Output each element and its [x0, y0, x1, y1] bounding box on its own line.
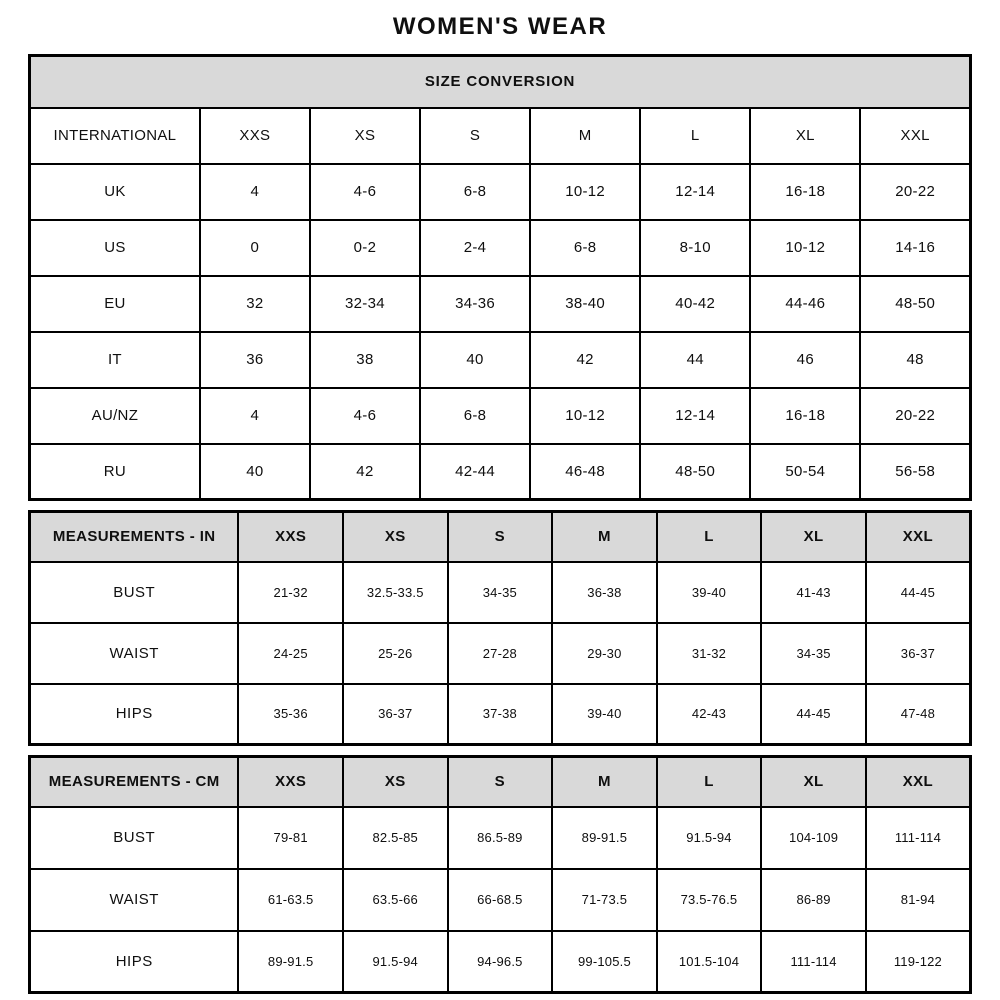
value-cell: 50-54 [750, 444, 860, 500]
column-header: L [657, 757, 762, 807]
value-cell: 12-14 [640, 388, 750, 444]
value-cell: 111-114 [761, 931, 866, 993]
row-label: US [30, 220, 200, 276]
value-cell: 63.5-66 [343, 869, 448, 931]
value-cell: 66-68.5 [448, 869, 553, 931]
row-label: AU/NZ [30, 388, 200, 444]
row-label: BUST [30, 807, 239, 869]
column-header: S [420, 108, 530, 164]
value-cell: 46-48 [530, 444, 640, 500]
value-cell: 24-25 [238, 623, 343, 684]
value-cell: 89-91.5 [552, 807, 657, 869]
column-header: XS [310, 108, 420, 164]
page-title: WOMEN'S WEAR [392, 13, 608, 40]
value-cell: 34-35 [448, 562, 553, 623]
row-label: HIPS [30, 684, 239, 745]
row-label: RU [30, 444, 200, 500]
column-header: XS [343, 512, 448, 562]
value-cell: 119-122 [866, 931, 971, 993]
column-header: M [552, 512, 657, 562]
size-conversion-table [28, 54, 972, 501]
value-cell: 61-63.5 [238, 869, 343, 931]
value-cell: 73.5-76.5 [657, 869, 762, 931]
value-cell: 86-89 [761, 869, 866, 931]
value-cell: 27-28 [448, 623, 553, 684]
value-cell: 6-8 [420, 164, 530, 220]
column-header: XXL [866, 757, 971, 807]
column-header: XL [761, 757, 866, 807]
row-label: IT [30, 332, 200, 388]
value-cell: 10-12 [530, 164, 640, 220]
value-cell: 39-40 [657, 562, 762, 623]
value-cell: 20-22 [860, 164, 970, 220]
value-cell: 14-16 [860, 220, 970, 276]
column-header: M [552, 757, 657, 807]
column-header: L [640, 108, 750, 164]
value-cell: 4 [200, 164, 310, 220]
value-cell: 36-37 [343, 684, 448, 745]
value-cell: 10-12 [750, 220, 860, 276]
value-cell: 99-105.5 [552, 931, 657, 993]
value-cell: 42-43 [657, 684, 762, 745]
column-header: XL [761, 512, 866, 562]
row-label: EU [30, 276, 200, 332]
value-cell: 12-14 [640, 164, 750, 220]
table-row [30, 388, 971, 444]
column-header: M [530, 108, 640, 164]
value-cell: 4-6 [310, 164, 420, 220]
value-cell: 21-32 [238, 562, 343, 623]
table-row [30, 276, 971, 332]
value-cell: 31-32 [657, 623, 762, 684]
value-cell: 48-50 [860, 276, 970, 332]
value-cell: 36-38 [552, 562, 657, 623]
value-cell: 94-96.5 [448, 931, 553, 993]
value-cell: 91.5-94 [343, 931, 448, 993]
value-cell: 6-8 [530, 220, 640, 276]
value-cell: 10-12 [530, 388, 640, 444]
column-header: XXL [866, 512, 971, 562]
value-cell: 42 [530, 332, 640, 388]
value-cell: 56-58 [860, 444, 970, 500]
value-cell: 86.5-89 [448, 807, 553, 869]
table-row [30, 684, 971, 745]
value-cell: 82.5-85 [343, 807, 448, 869]
measurements-in-header-row [30, 512, 971, 562]
value-cell: 37-38 [448, 684, 553, 745]
row-label: BUST [30, 562, 239, 623]
size-conversion-banner-row [30, 56, 971, 108]
value-cell: 0 [200, 220, 310, 276]
value-cell: 34-35 [761, 623, 866, 684]
value-cell: 16-18 [750, 388, 860, 444]
value-cell: 79-81 [238, 807, 343, 869]
column-header-row [30, 108, 971, 164]
row-label: WAIST [30, 623, 239, 684]
column-header: XXS [238, 757, 343, 807]
value-cell: 46 [750, 332, 860, 388]
measurements-cm-header-row [30, 757, 971, 807]
value-cell: 44 [640, 332, 750, 388]
value-cell: 111-114 [866, 807, 971, 869]
value-cell: 0-2 [310, 220, 420, 276]
table-row [30, 332, 971, 388]
table-row [30, 623, 971, 684]
row-label: WAIST [30, 869, 239, 931]
value-cell: 42-44 [420, 444, 530, 500]
value-cell: 47-48 [866, 684, 971, 745]
value-cell: 34-36 [420, 276, 530, 332]
row-label: UK [30, 164, 200, 220]
value-cell: 40 [420, 332, 530, 388]
value-cell: 32.5-33.5 [343, 562, 448, 623]
value-cell: 4 [200, 388, 310, 444]
table-row [30, 220, 971, 276]
column-header: XXS [200, 108, 310, 164]
value-cell: 8-10 [640, 220, 750, 276]
value-cell: 32-34 [310, 276, 420, 332]
measurements-in-title: MEASUREMENTS - IN [30, 512, 239, 562]
row-label: HIPS [30, 931, 239, 993]
value-cell: 40 [200, 444, 310, 500]
value-cell: 25-26 [343, 623, 448, 684]
column-header: XXS [238, 512, 343, 562]
value-cell: 38-40 [530, 276, 640, 332]
column-header: S [448, 512, 553, 562]
column-header: XS [343, 757, 448, 807]
value-cell: 6-8 [420, 388, 530, 444]
value-cell: 20-22 [860, 388, 970, 444]
table-row [30, 931, 971, 993]
value-cell: 39-40 [552, 684, 657, 745]
value-cell: 36 [200, 332, 310, 388]
column-header: INTERNATIONAL [30, 108, 200, 164]
value-cell: 36-37 [866, 623, 971, 684]
value-cell: 71-73.5 [552, 869, 657, 931]
value-cell: 81-94 [866, 869, 971, 931]
column-header: XXL [860, 108, 970, 164]
measurements-in-table [28, 510, 972, 746]
table-row [30, 869, 971, 931]
value-cell: 48-50 [640, 444, 750, 500]
column-header: S [448, 757, 553, 807]
value-cell: 101.5-104 [657, 931, 762, 993]
table-row [30, 807, 971, 869]
value-cell: 41-43 [761, 562, 866, 623]
value-cell: 44-45 [761, 684, 866, 745]
value-cell: 16-18 [750, 164, 860, 220]
value-cell: 44-46 [750, 276, 860, 332]
value-cell: 40-42 [640, 276, 750, 332]
value-cell: 32 [200, 276, 310, 332]
value-cell: 104-109 [761, 807, 866, 869]
table-row [30, 164, 971, 220]
value-cell: 4-6 [310, 388, 420, 444]
value-cell: 29-30 [552, 623, 657, 684]
value-cell: 89-91.5 [238, 931, 343, 993]
column-header: XL [750, 108, 860, 164]
value-cell: 42 [310, 444, 420, 500]
value-cell: 44-45 [866, 562, 971, 623]
measurements-cm-title: MEASUREMENTS - CM [30, 757, 239, 807]
value-cell: 2-4 [420, 220, 530, 276]
size-conversion-title: SIZE CONVERSION [30, 56, 971, 108]
value-cell: 35-36 [238, 684, 343, 745]
measurements-cm-table [28, 755, 972, 994]
value-cell: 91.5-94 [657, 807, 762, 869]
column-header: L [657, 512, 762, 562]
table-row [30, 562, 971, 623]
value-cell: 38 [310, 332, 420, 388]
value-cell: 48 [860, 332, 970, 388]
table-row [30, 444, 971, 500]
